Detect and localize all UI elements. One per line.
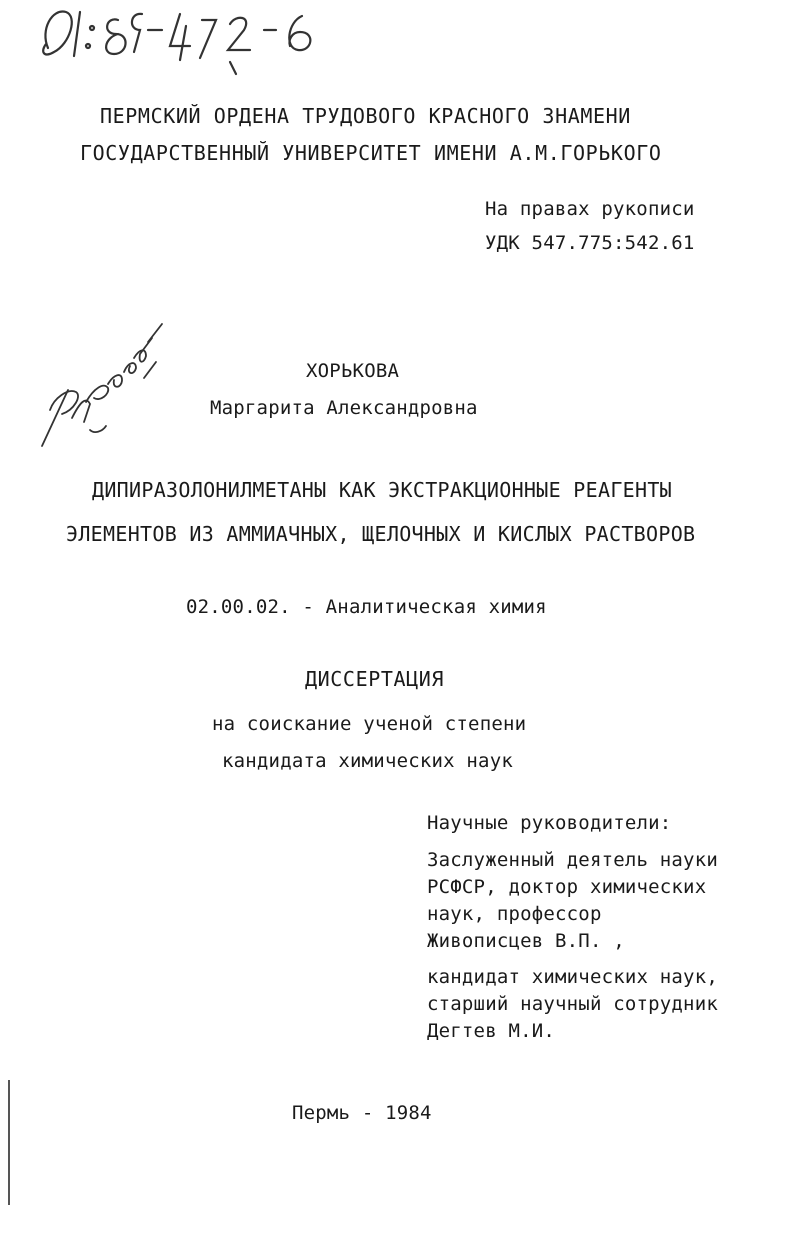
degree-line-1: на соискание ученой степени <box>212 713 527 735</box>
specialty: 02.00.02. - Аналитическая химия <box>186 596 547 618</box>
author-given-names: Маргарита Александровна <box>210 397 478 419</box>
place-and-year: Пермь - 1984 <box>292 1102 432 1124</box>
manuscript-rights: На правах рукописи <box>485 198 695 220</box>
handwritten-archive-mark <box>30 0 410 80</box>
dissertation-title-line-1: ДИПИРАЗОЛОНИЛМЕТАНЫ КАК ЭКСТРАКЦИОННЫЕ РЕАГЕНТЫ <box>92 478 673 502</box>
handwritten-signature <box>28 318 168 458</box>
institution-line-1: ПЕРМСКИЙ ОРДЕНА ТРУДОВОГО КРАСНОГО ЗНАМЕНИ <box>100 104 631 128</box>
supervisor-2-line: старший научный сотрудник <box>427 993 718 1015</box>
supervisor-2-line: Дегтев М.И. <box>427 1020 556 1042</box>
degree-line-2: кандидата химических наук <box>222 750 513 772</box>
supervisor-2-line: кандидат химических наук, <box>427 966 718 988</box>
dissertation-title-line-2: ЭЛЕМЕНТОВ ИЗ АММИАЧНЫХ, ЩЕЛОЧНЫХ И КИСЛЫХ РАСТВОРОВ <box>66 522 696 546</box>
supervisor-1-line: Живописцев В.П. , <box>427 930 625 952</box>
supervisor-1-line: Заслуженный деятель науки <box>427 849 718 871</box>
supervisor-1-line: РСФСР, доктор химических <box>427 876 707 898</box>
udc-code: УДК 547.775:542.61 <box>485 232 695 254</box>
work-type: ДИССЕРТАЦИЯ <box>305 667 445 691</box>
institution-line-2: ГОСУДАРСТВЕННЫЙ УНИВЕРСИТЕТ ИМЕНИ А.М.ГОРЬКОГО <box>80 141 662 165</box>
supervisor-1-line: наук, профессор <box>427 903 602 925</box>
author-surname: ХОРЬКОВА <box>306 360 400 382</box>
supervisors-heading: Научные руководители: <box>427 812 672 834</box>
scan-edge-mark <box>8 1080 10 1205</box>
